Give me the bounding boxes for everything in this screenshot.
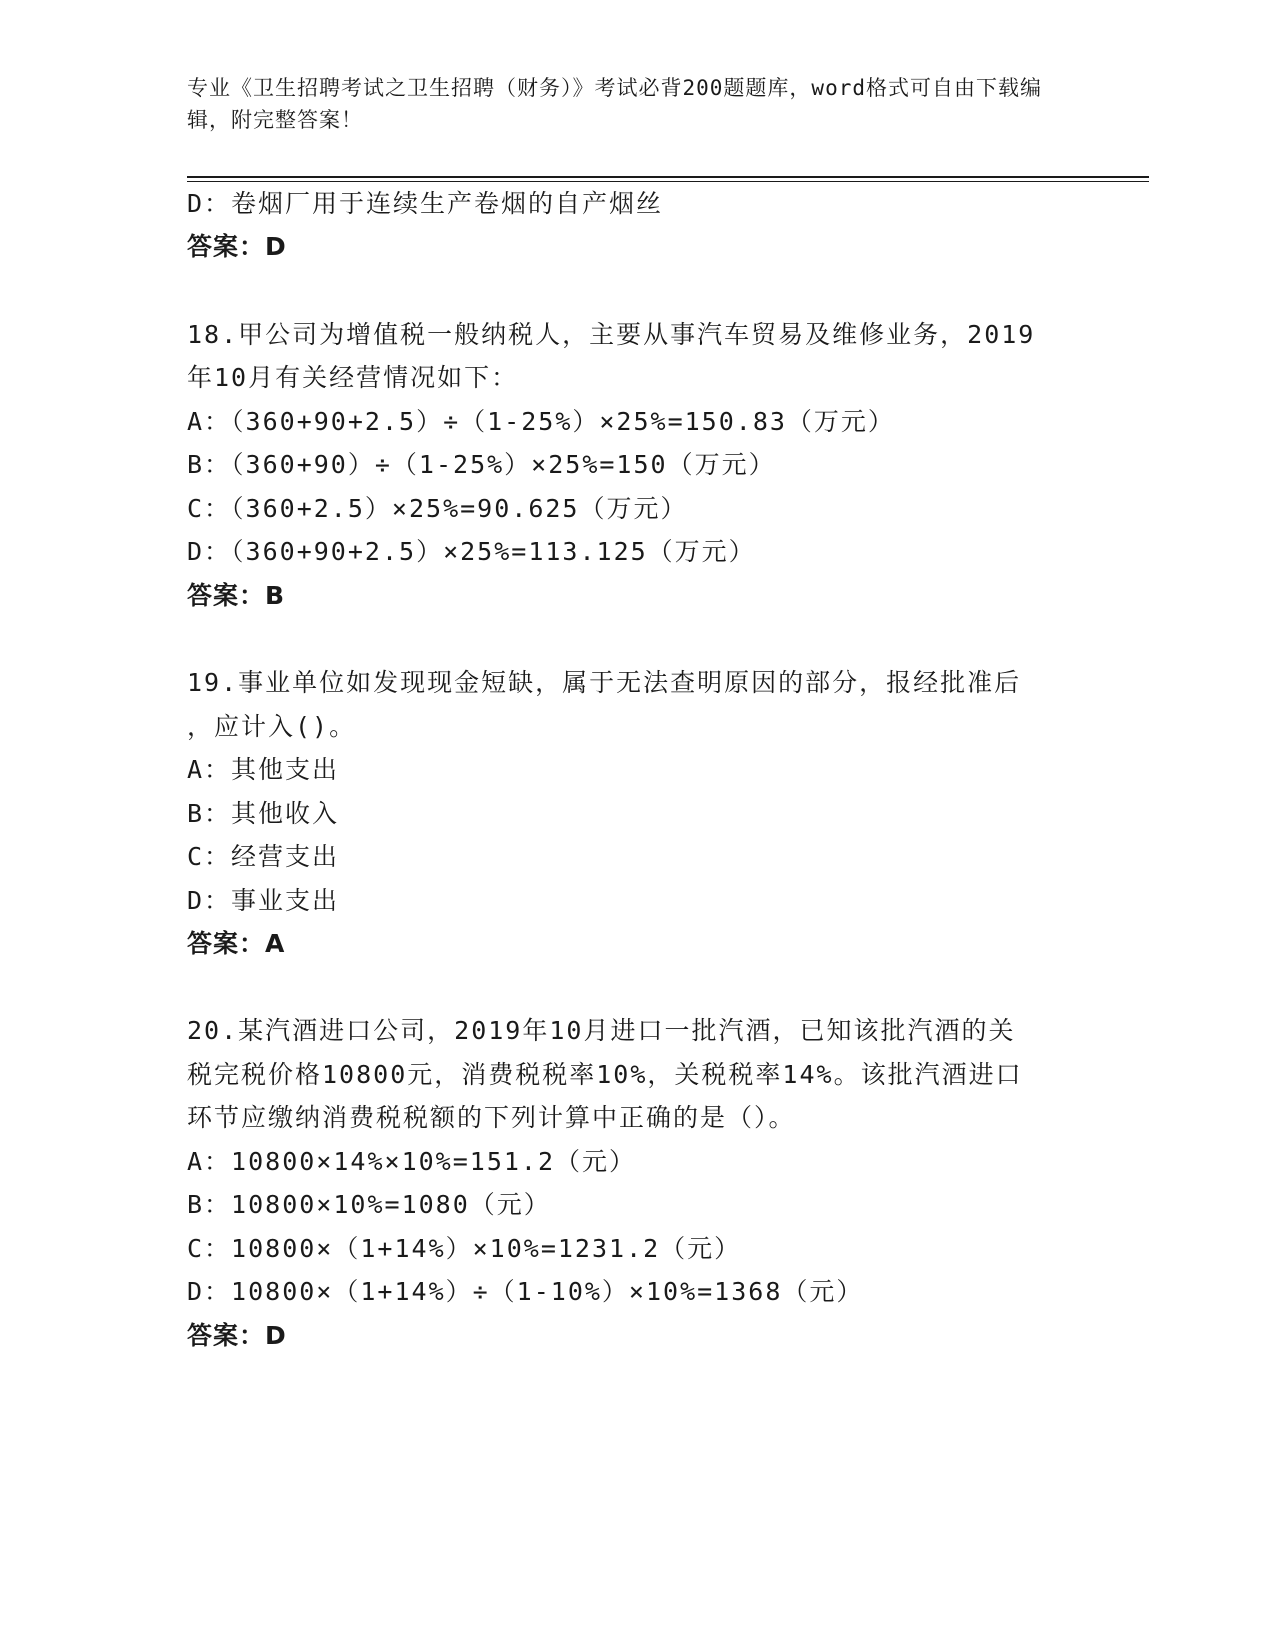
answer-line: 答案：D	[187, 232, 287, 261]
question-stem: 19.事业单位如发现现金短缺，属于无法查明原因的部分，报经批准后	[187, 668, 1022, 697]
answer-line: 答案：B	[187, 581, 286, 610]
option-c: C：10800×（1+14%）×10%=1231.2（元）	[187, 1234, 742, 1263]
option-c: C：（360+2.5）×25%=90.625（万元）	[187, 494, 688, 523]
question-stem: 18.甲公司为增值税一般纳税人，主要从事汽车贸易及维修业务，2019	[187, 320, 1036, 349]
answer-line: 答案：D	[187, 1321, 287, 1350]
document-header: 专业《卫生招聘考试之卫生招聘（财务）》考试必背200题题库，word格式可自由下载编辑，附完整答案！	[187, 76, 1042, 132]
option-d: D：事业支出	[187, 886, 340, 915]
option-b: B：其他收入	[187, 799, 340, 828]
option-b: B：（360+90）÷（1-25%）×25%=150（万元）	[187, 450, 776, 479]
option-b: B：10800×10%=1080（元）	[187, 1190, 551, 1219]
header-divider-thick	[187, 176, 1149, 178]
option-a: A：10800×14%×10%=151.2（元）	[187, 1147, 637, 1176]
option-a: A：其他支出	[187, 755, 340, 784]
question-stem-continued: 税完税价格10800元，消费税税率10%，关税税率14%。该批汽酒进口	[187, 1060, 1023, 1089]
option-a: A：（360+90+2.5）÷（1-25%）×25%=150.83（万元）	[187, 407, 895, 436]
option-d: D：（360+90+2.5）×25%=113.125（万元）	[187, 537, 756, 566]
question-stem-continued: 年10月有关经营情况如下：	[187, 363, 519, 392]
option-d: D：卷烟厂用于连续生产卷烟的自产烟丝	[187, 189, 664, 218]
option-c: C：经营支出	[187, 842, 340, 871]
option-d: D：10800×（1+14%）÷（1-10%）×10%=1368（元）	[187, 1277, 864, 1306]
question-stem: 20.某汽酒进口公司，2019年10月进口一批汽酒，已知该批汽酒的关	[187, 1016, 1016, 1045]
header-divider-thin	[187, 181, 1149, 182]
question-stem-continued: 环节应缴纳消费税税额的下列计算中正确的是（）。	[187, 1103, 796, 1132]
answer-line: 答案：A	[187, 929, 286, 958]
question-stem-continued: ，应计入()。	[187, 712, 357, 741]
